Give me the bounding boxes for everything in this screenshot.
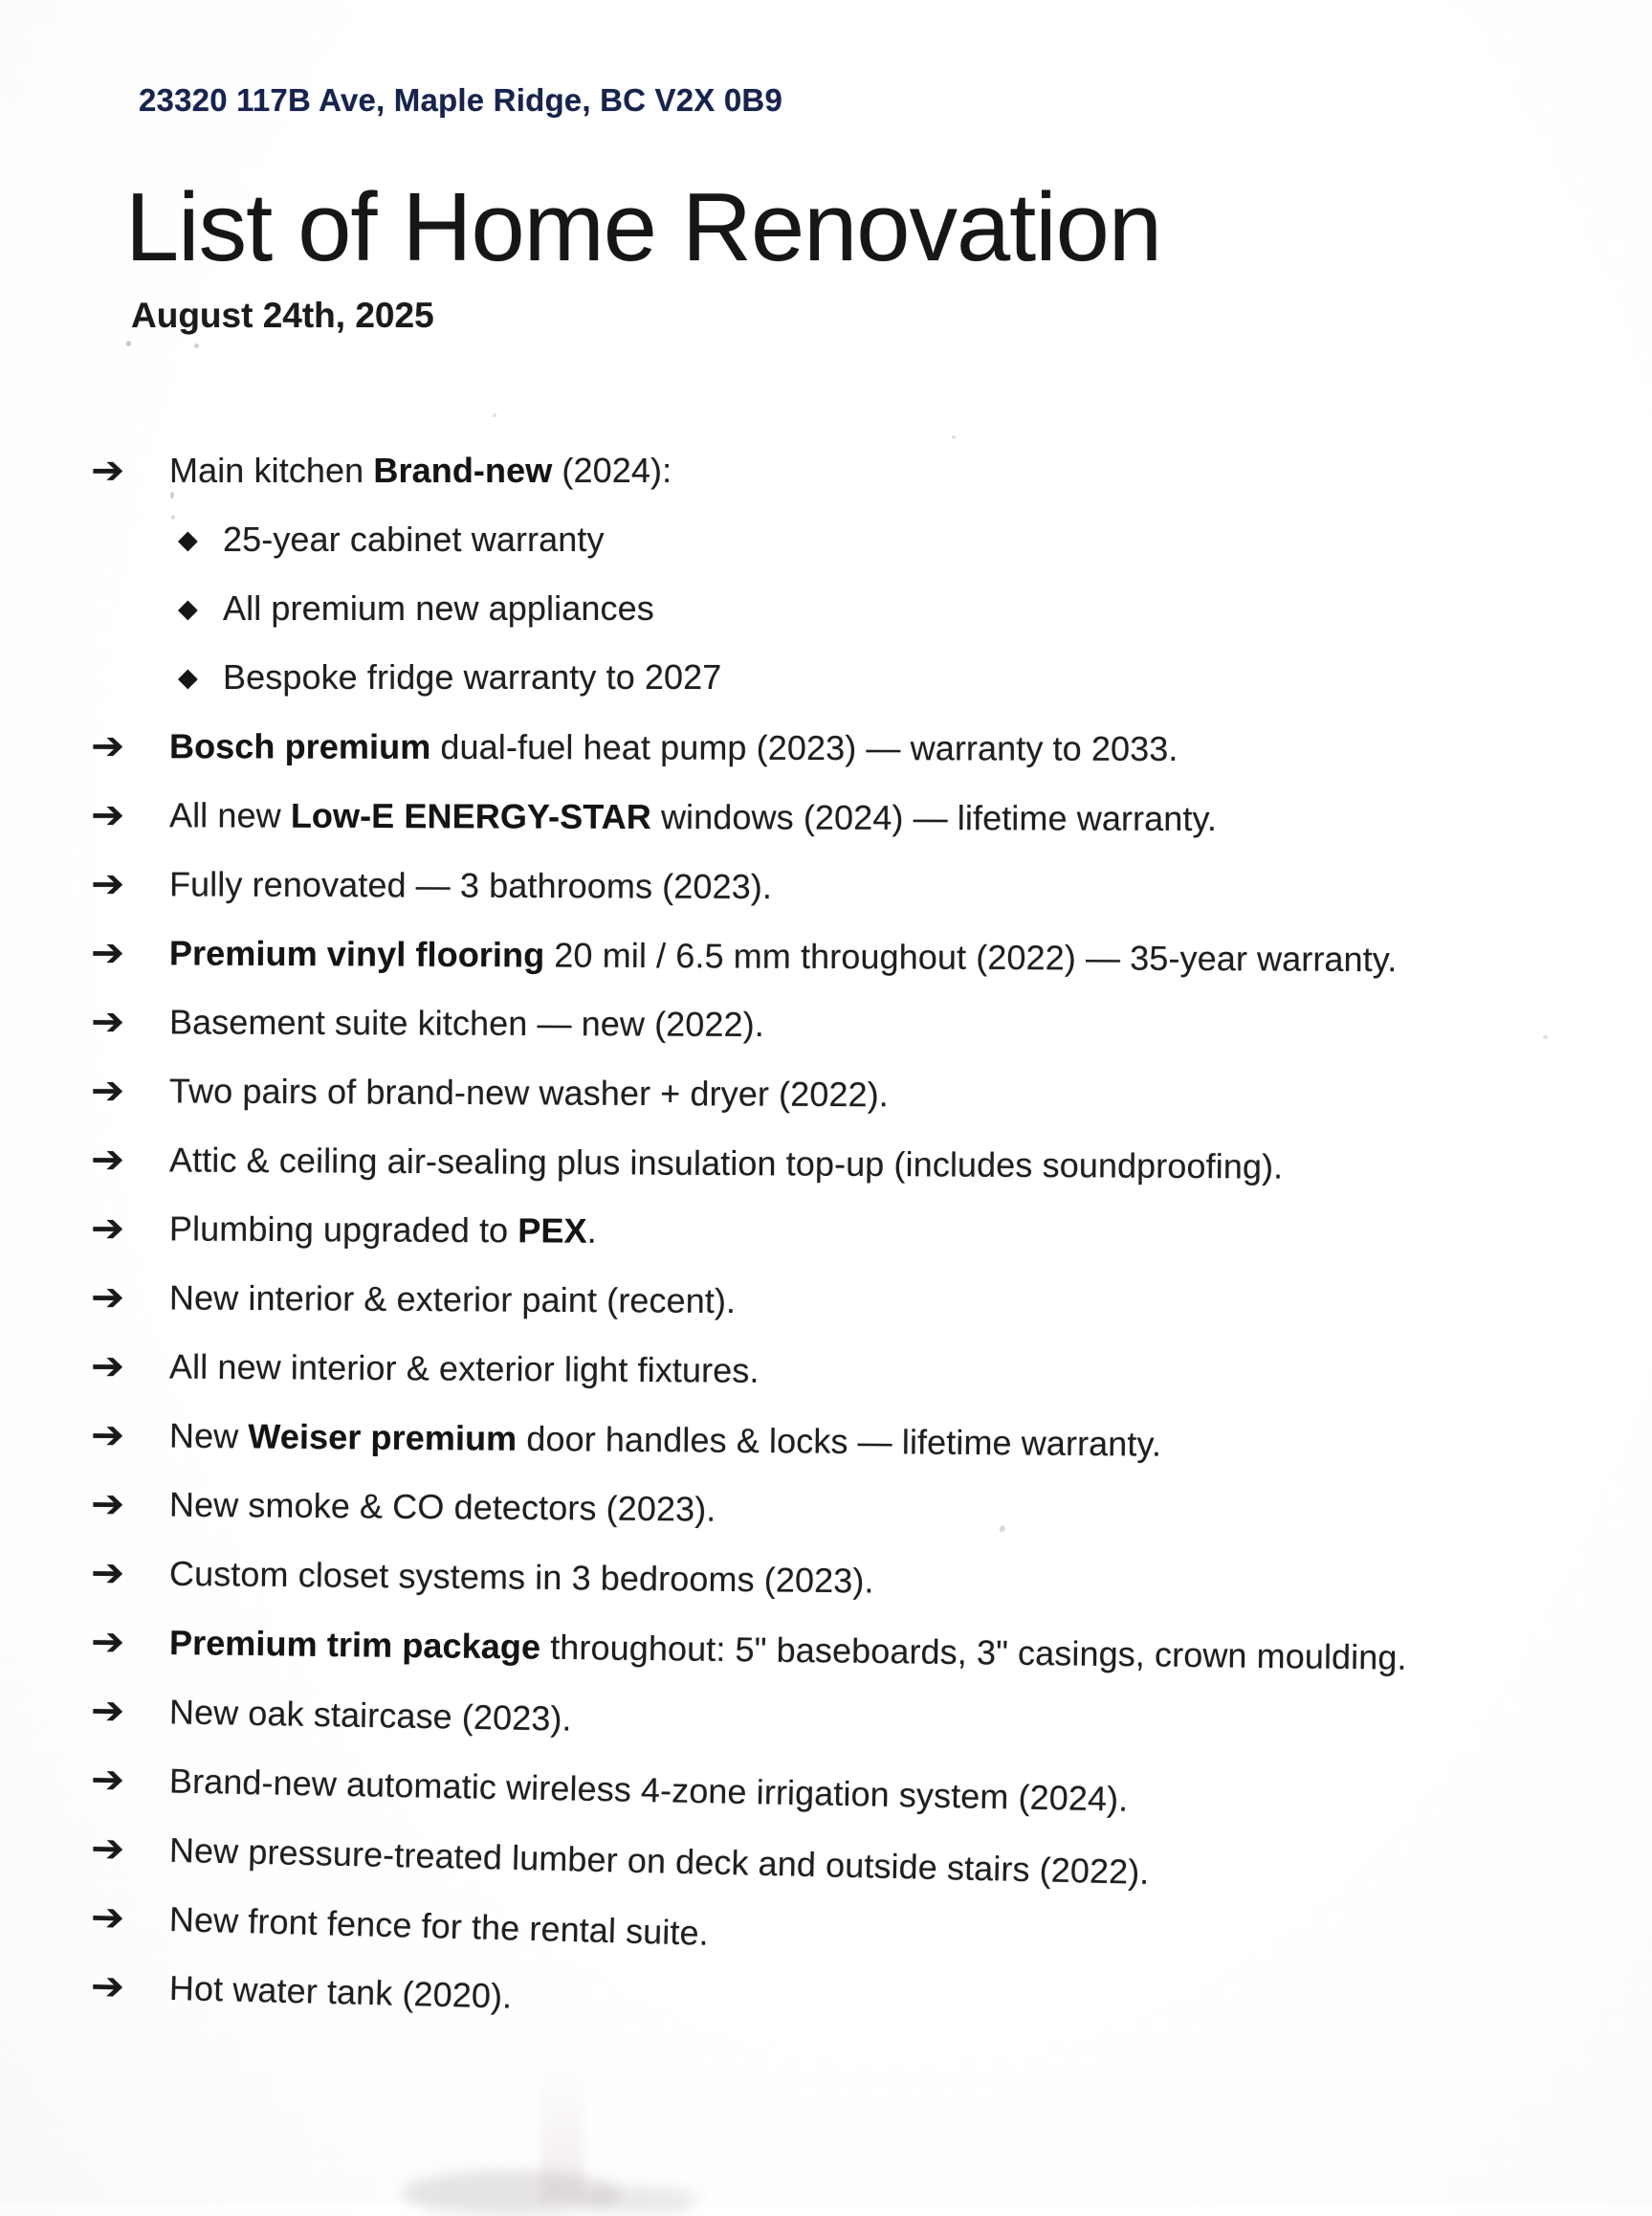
list-item-text: New interior & exterior paint (recent). bbox=[168, 1277, 737, 1321]
list-item bbox=[0, 1331, 1626, 1411]
list-item-text: All premium new appliances bbox=[223, 588, 654, 628]
list-item bbox=[0, 574, 1626, 643]
diamond-bullet-icon: ◆ bbox=[178, 524, 198, 555]
scan-speck bbox=[194, 343, 199, 348]
arrow-bullet-icon: ➔ bbox=[90, 1895, 125, 1940]
list-item-text: Brand-new automatic wireless 4-zone irrigation system (2024). bbox=[168, 1761, 1129, 1819]
arrow-bullet-icon: ➔ bbox=[90, 1757, 125, 1803]
list-item bbox=[0, 712, 1626, 785]
property-address: 23320 117B Ave, Maple Ridge, BC V2X 0B9 bbox=[139, 82, 783, 118]
arrow-bullet-icon: ➔ bbox=[90, 1412, 125, 1458]
list-item bbox=[0, 1193, 1626, 1271]
arrow-bullet-icon: ➔ bbox=[90, 1343, 125, 1389]
diamond-bullet-icon: ◆ bbox=[178, 662, 198, 693]
arrow-bullet-icon: ➔ bbox=[90, 792, 125, 838]
list-item-text: Bespoke fridge warranty to 2027 bbox=[223, 657, 722, 697]
arrow-bullet-icon: ➔ bbox=[90, 1963, 125, 2009]
scan-smudge bbox=[584, 2186, 698, 2215]
list-item-text: Hot water tank (2020). bbox=[168, 1967, 513, 2016]
list-item-text: All new interior & exterior light fixtures. bbox=[168, 1346, 760, 1390]
list-item-text: New front fence for the rental suite. bbox=[168, 1899, 710, 1953]
document-title: List of Home Renovation bbox=[125, 174, 1161, 281]
arrow-bullet-icon: ➔ bbox=[90, 1688, 125, 1734]
list-item-text: Fully renovated — 3 bathrooms (2023). bbox=[168, 864, 773, 907]
list-item bbox=[0, 918, 1626, 995]
scan-speck bbox=[126, 341, 131, 346]
list-item bbox=[0, 1262, 1626, 1341]
arrow-bullet-icon: ➔ bbox=[90, 1826, 125, 1872]
list-item bbox=[0, 1124, 1626, 1203]
list-item-text: New smoke & CO detectors (2023). bbox=[168, 1484, 716, 1529]
arrow-bullet-icon: ➔ bbox=[90, 723, 125, 769]
list-item-text: New Weiser premium door handles & locks — lifetime warranty. bbox=[168, 1415, 1162, 1464]
renovation-list bbox=[0, 436, 1626, 2021]
list-item-text: All new Low-E ENERGY-STAR windows (2024) — lifetime warranty. bbox=[168, 795, 1218, 839]
arrow-bullet-icon: ➔ bbox=[90, 1206, 125, 1252]
list-item-text: Two pairs of brand-new washer + dryer (2022). bbox=[168, 1071, 889, 1115]
list-item-text: New pressure-treated lumber on deck and outside stairs (2022). bbox=[168, 1829, 1150, 1892]
list-item-text: Attic & ceiling air-sealing plus insulation top-up (includes soundproofing). bbox=[168, 1140, 1284, 1186]
list-item-text: Premium vinyl flooring 20 mil / 6.5 mm throughout (2022) — 35-year warranty. bbox=[168, 933, 1398, 980]
arrow-bullet-icon: ➔ bbox=[90, 1137, 125, 1183]
scan-speck bbox=[171, 515, 175, 520]
list-item-text: Main kitchen Brand-new (2024): bbox=[169, 451, 672, 490]
arrow-bullet-icon: ➔ bbox=[90, 999, 125, 1045]
list-item bbox=[0, 781, 1626, 855]
scan-speck bbox=[1543, 1035, 1548, 1039]
list-item-text: Bosch premium dual-fuel heat pump (2023) — warranty to 2033. bbox=[168, 726, 1178, 768]
arrow-bullet-icon: ➔ bbox=[90, 1274, 125, 1320]
arrow-bullet-icon: ➔ bbox=[90, 861, 125, 907]
document-date: August 24th, 2025 bbox=[131, 296, 434, 335]
arrow-bullet-icon: ➔ bbox=[90, 1068, 125, 1114]
arrow-bullet-icon: ➔ bbox=[90, 1481, 125, 1527]
list-item bbox=[0, 850, 1626, 925]
list-item bbox=[0, 505, 1626, 574]
list-item bbox=[0, 436, 1626, 505]
list-item-text: Basement suite kitchen — new (2022). bbox=[168, 1002, 765, 1045]
scan-speck bbox=[170, 492, 174, 499]
arrow-bullet-icon: ➔ bbox=[90, 930, 125, 976]
scan-speck bbox=[1000, 1525, 1005, 1532]
scan-smudge bbox=[402, 2170, 622, 2216]
list-item-text: 25-year cabinet warranty bbox=[223, 520, 605, 559]
list-item-text: Custom closet systems in 3 bedrooms (2023). bbox=[168, 1553, 874, 1601]
list-item-text: New oak staircase (2023). bbox=[168, 1692, 572, 1739]
arrow-bullet-icon: ➔ bbox=[91, 449, 125, 493]
list-item-text: Plumbing upgraded to PEX. bbox=[168, 1208, 597, 1251]
scan-speck bbox=[493, 413, 496, 417]
scan-speck bbox=[952, 435, 956, 439]
list-item bbox=[0, 643, 1626, 712]
list-item-text: Premium trim package throughout: 5" baseboards, 3" casings, crown moulding. bbox=[168, 1622, 1407, 1677]
diamond-bullet-icon: ◆ bbox=[178, 593, 198, 624]
arrow-bullet-icon: ➔ bbox=[90, 1550, 125, 1596]
list-item bbox=[0, 987, 1626, 1063]
arrow-bullet-icon: ➔ bbox=[90, 1619, 125, 1665]
list-item bbox=[0, 1055, 1626, 1133]
